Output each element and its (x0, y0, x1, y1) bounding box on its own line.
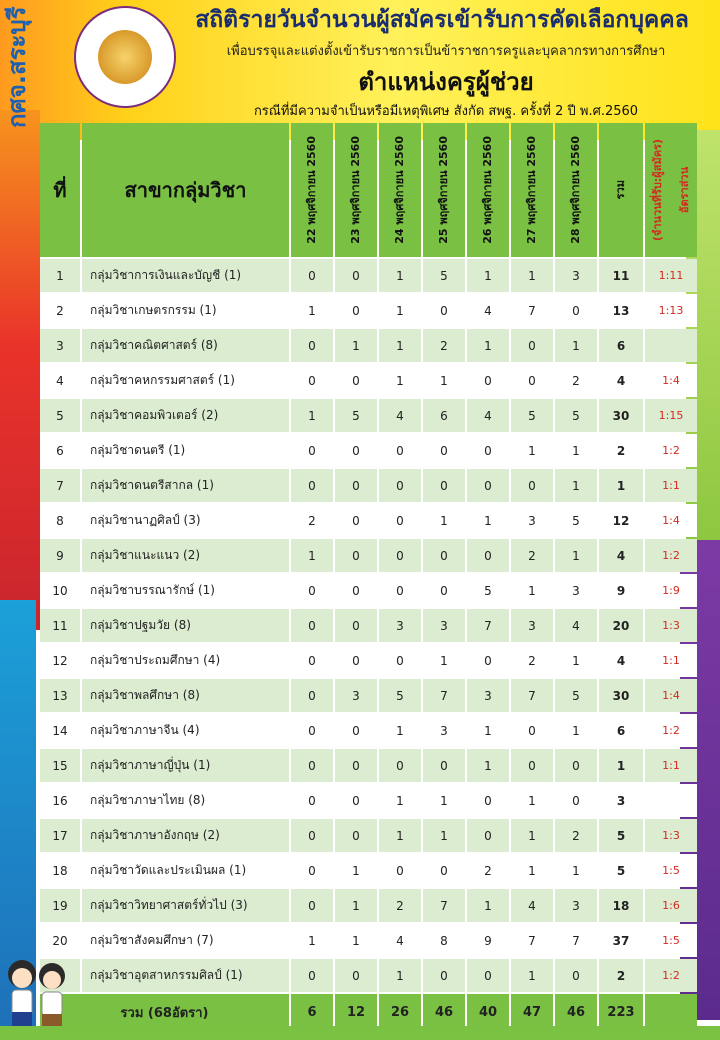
row-day-count: 0 (291, 329, 333, 362)
header-day-label: 25 พฤศจิกายน 2560 (437, 136, 450, 244)
row-day-count: 1 (511, 784, 553, 817)
table-row (40, 819, 697, 852)
row-day-count: 1 (379, 364, 421, 397)
row-ratio: 1:2 (645, 959, 697, 992)
row-total: 30 (599, 399, 643, 432)
table-row (40, 504, 697, 537)
row-day-count: 0 (467, 469, 509, 502)
row-day-count: 0 (335, 819, 377, 852)
row-subject: กลุ่มวิชาบรรณารักษ์ (1) (82, 574, 289, 607)
row-day-count: 1 (335, 889, 377, 922)
table-row (40, 959, 697, 992)
table-row (40, 259, 697, 292)
page-subtitle: เพื่อบรรจุและแต่งตั้งเข้ารับราชการเป็นข้าราชการครูและบุคลากรทางการศึกษา (226, 44, 666, 59)
row-day-count: 0 (335, 784, 377, 817)
row-day-count: 2 (291, 504, 333, 537)
row-ratio: 1:4 (645, 364, 697, 397)
row-day-count: 1 (423, 364, 465, 397)
table-row (40, 329, 697, 362)
row-day-count: 2 (379, 889, 421, 922)
row-day-count: 0 (335, 644, 377, 677)
row-subject: กลุ่มวิชาแนะแนว (2) (82, 539, 289, 572)
table-row (40, 574, 697, 607)
row-day-count: 0 (291, 574, 333, 607)
table-row (40, 889, 697, 922)
row-day-count: 1 (555, 469, 597, 502)
row-day-count: 5 (335, 399, 377, 432)
row-no: 19 (40, 889, 80, 922)
row-day-count: 0 (423, 854, 465, 887)
row-subject: กลุ่มวิชาอุตสาหกรรมศิลป์ (1) (82, 959, 289, 992)
table-row (40, 539, 697, 572)
row-day-count: 1 (555, 644, 597, 677)
row-day-count: 1 (467, 714, 509, 747)
row-ratio: 1:4 (645, 679, 697, 712)
row-day-count: 1 (555, 539, 597, 572)
row-ratio: 1:1 (645, 749, 697, 782)
header-day-label: 27 พฤศจิกายน 2560 (525, 136, 538, 244)
row-day-count: 3 (423, 714, 465, 747)
row-day-count: 0 (379, 504, 421, 537)
row-day-count: 7 (511, 294, 553, 327)
row-total: 2 (599, 959, 643, 992)
row-total: 11 (599, 259, 643, 292)
row-ratio: 1:2 (645, 434, 697, 467)
header-ratio-line1: อัตราส่วน (677, 166, 691, 214)
header-total-label: รวม (614, 180, 627, 200)
row-day-count: 1 (511, 854, 553, 887)
row-day-count: 0 (423, 294, 465, 327)
row-subject: กลุ่มวิชาวัดและประเมินผล (1) (82, 854, 289, 887)
row-total: 2 (599, 434, 643, 467)
row-day-count: 0 (335, 749, 377, 782)
row-day-count: 4 (511, 889, 553, 922)
row-day-count: 0 (467, 959, 509, 992)
row-day-count: 0 (379, 469, 421, 502)
row-ratio: 1:15 (645, 399, 697, 432)
row-day-count: 0 (291, 854, 333, 887)
row-subject: กลุ่มวิชาการเงินและบัญชี (1) (82, 259, 289, 292)
row-day-count: 2 (511, 539, 553, 572)
row-subject: กลุ่มวิชาเกษตรกรรม (1) (82, 294, 289, 327)
row-day-count: 5 (555, 679, 597, 712)
summary-label: รวม (68อัตรา) (40, 994, 289, 1030)
row-no: 9 (40, 539, 80, 572)
summary-row (40, 994, 697, 1030)
row-day-count: 1 (423, 784, 465, 817)
row-day-count: 0 (335, 609, 377, 642)
row-day-count: 0 (335, 434, 377, 467)
header-day-label: 26 พฤศจิกายน 2560 (481, 136, 494, 244)
row-day-count: 0 (291, 959, 333, 992)
row-subject: กลุ่มวิชาภาษาอังกฤษ (2) (82, 819, 289, 852)
row-day-count: 1 (379, 714, 421, 747)
row-day-count: 0 (335, 959, 377, 992)
row-day-count: 0 (379, 574, 421, 607)
row-day-count: 0 (291, 784, 333, 817)
row-day-count: 5 (467, 574, 509, 607)
row-ratio: 1:4 (645, 504, 697, 537)
summary-day-count: 46 (423, 994, 465, 1030)
row-ratio: 1:1 (645, 644, 697, 677)
row-day-count: 0 (511, 329, 553, 362)
row-day-count: 2 (555, 819, 597, 852)
row-day-count: 1 (335, 329, 377, 362)
row-day-count: 1 (555, 714, 597, 747)
row-ratio: 1:1 (645, 469, 697, 502)
row-day-count: 1 (291, 399, 333, 432)
row-day-count: 0 (291, 714, 333, 747)
summary-day-count: 12 (335, 994, 377, 1030)
row-day-count: 0 (511, 749, 553, 782)
row-day-count: 0 (335, 469, 377, 502)
row-total: 3 (599, 784, 643, 817)
row-day-count: 0 (511, 364, 553, 397)
table-row (40, 854, 697, 887)
table-row (40, 784, 697, 817)
table-row (40, 294, 697, 327)
row-day-count: 1 (467, 259, 509, 292)
header-day (335, 123, 377, 257)
row-day-count: 0 (555, 294, 597, 327)
row-subject: กลุ่มวิชาภาษาไทย (8) (82, 784, 289, 817)
header-day-label: 24 พฤศจิกายน 2560 (393, 136, 406, 244)
office-logo-icon (74, 6, 176, 108)
row-day-count: 5 (555, 504, 597, 537)
row-total: 18 (599, 889, 643, 922)
row-day-count: 3 (423, 609, 465, 642)
row-ratio: 1:2 (645, 539, 697, 572)
row-day-count: 5 (379, 679, 421, 712)
row-no: 14 (40, 714, 80, 747)
row-subject: กลุ่มวิชาดนตรี (1) (82, 434, 289, 467)
row-day-count: 7 (511, 679, 553, 712)
row-total: 4 (599, 539, 643, 572)
row-day-count: 1 (511, 434, 553, 467)
stats-table (38, 121, 693, 1032)
header-no: ที่ (40, 123, 80, 257)
row-ratio: 1:9 (645, 574, 697, 607)
row-day-count: 0 (467, 539, 509, 572)
row-day-count: 0 (467, 819, 509, 852)
row-day-count: 1 (467, 329, 509, 362)
row-day-count: 8 (423, 924, 465, 957)
row-no: 11 (40, 609, 80, 642)
row-day-count: 1 (291, 294, 333, 327)
case-title: กรณีที่มีความจำเป็นหรือมีเหตุพิเศษ สังกัด สพฐ. ครั้งที่ 2 ปี พ.ศ.2560 (253, 104, 639, 119)
row-ratio: 1:11 (645, 259, 697, 292)
table-row (40, 469, 697, 502)
row-no: 12 (40, 644, 80, 677)
page-title: สถิติรายวันจำนวนผู้สมัครเข้ารับการคัดเลือกบุคคล (195, 7, 689, 33)
row-ratio (645, 329, 697, 362)
row-subject: กลุ่มวิชาภาษาจีน (4) (82, 714, 289, 747)
row-total: 30 (599, 679, 643, 712)
row-subject: กลุ่มวิชาวิทยาศาสตร์ทั่วไป (3) (82, 889, 289, 922)
table-row (40, 714, 697, 747)
row-ratio: 1:5 (645, 854, 697, 887)
row-total: 20 (599, 609, 643, 642)
row-total: 6 (599, 714, 643, 747)
row-no: 5 (40, 399, 80, 432)
row-day-count: 0 (291, 749, 333, 782)
row-day-count: 7 (423, 889, 465, 922)
left-decor-red (0, 110, 40, 630)
summary-day-count: 47 (511, 994, 553, 1030)
row-total: 37 (599, 924, 643, 957)
row-total: 13 (599, 294, 643, 327)
table-row (40, 644, 697, 677)
row-day-count: 5 (555, 399, 597, 432)
row-no: 18 (40, 854, 80, 887)
row-day-count: 0 (555, 959, 597, 992)
row-day-count: 3 (511, 609, 553, 642)
row-total: 4 (599, 364, 643, 397)
row-day-count: 0 (335, 259, 377, 292)
row-day-count: 3 (555, 259, 597, 292)
row-total: 5 (599, 819, 643, 852)
header-subject: สาขากลุ่มวิชา (82, 123, 289, 257)
row-subject: กลุ่มวิชาคหกรรมศาสตร์ (1) (82, 364, 289, 397)
row-day-count: 7 (511, 924, 553, 957)
row-ratio: 1:3 (645, 609, 697, 642)
row-day-count: 0 (423, 574, 465, 607)
row-ratio: 1:2 (645, 714, 697, 747)
row-no: 6 (40, 434, 80, 467)
row-day-count: 5 (423, 259, 465, 292)
row-subject: กลุ่มวิชาภาษาญี่ปุ่น (1) (82, 749, 289, 782)
row-day-count: 1 (379, 294, 421, 327)
row-day-count: 0 (335, 714, 377, 747)
row-day-count: 1 (467, 504, 509, 537)
row-day-count: 1 (511, 819, 553, 852)
row-day-count: 0 (467, 364, 509, 397)
row-day-count: 0 (335, 504, 377, 537)
summary-day-count: 46 (555, 994, 597, 1030)
row-total: 6 (599, 329, 643, 362)
row-day-count: 1 (335, 854, 377, 887)
row-no: 10 (40, 574, 80, 607)
row-no: 7 (40, 469, 80, 502)
header-day (291, 123, 333, 257)
row-day-count: 0 (423, 434, 465, 467)
row-day-count: 0 (423, 539, 465, 572)
header-day (379, 123, 421, 257)
row-day-count: 1 (379, 259, 421, 292)
row-day-count: 3 (467, 679, 509, 712)
row-no: 8 (40, 504, 80, 537)
row-day-count: 0 (291, 679, 333, 712)
row-day-count: 1 (555, 854, 597, 887)
table-row (40, 924, 697, 957)
row-day-count: 1 (511, 259, 553, 292)
header-day (511, 123, 553, 257)
table-row (40, 399, 697, 432)
row-day-count: 0 (379, 749, 421, 782)
summary-day-count: 40 (467, 994, 509, 1030)
row-day-count: 0 (379, 539, 421, 572)
row-day-count: 6 (423, 399, 465, 432)
row-day-count: 0 (423, 749, 465, 782)
row-day-count: 0 (379, 434, 421, 467)
row-day-count: 0 (291, 889, 333, 922)
row-no: 4 (40, 364, 80, 397)
row-day-count: 0 (511, 469, 553, 502)
row-day-count: 1 (379, 329, 421, 362)
row-day-count: 1 (379, 784, 421, 817)
row-day-count: 3 (555, 889, 597, 922)
row-day-count: 0 (467, 644, 509, 677)
row-day-count: 1 (555, 329, 597, 362)
row-day-count: 1 (511, 959, 553, 992)
row-day-count: 0 (379, 854, 421, 887)
summary-ratio (645, 994, 697, 1030)
row-day-count: 1 (291, 539, 333, 572)
table-header-row (40, 123, 697, 257)
row-day-count: 7 (555, 924, 597, 957)
header-day (423, 123, 465, 257)
row-no: 1 (40, 259, 80, 292)
row-day-count: 9 (467, 924, 509, 957)
row-day-count: 3 (379, 609, 421, 642)
row-day-count: 4 (379, 399, 421, 432)
row-total: 1 (599, 749, 643, 782)
row-day-count: 1 (467, 889, 509, 922)
row-day-count: 0 (291, 259, 333, 292)
row-no: 20 (40, 924, 80, 957)
row-day-count: 4 (555, 609, 597, 642)
table-row (40, 609, 697, 642)
row-ratio: 1:6 (645, 889, 697, 922)
row-day-count: 0 (291, 469, 333, 502)
row-total: 1 (599, 469, 643, 502)
row-day-count: 0 (291, 644, 333, 677)
row-day-count: 7 (423, 679, 465, 712)
header-day (555, 123, 597, 257)
position-title: ตำแหน่งครูผู้ช่วย (358, 68, 534, 96)
row-subject: กลุ่มวิชาสังคมศึกษา (7) (82, 924, 289, 957)
row-total: 12 (599, 504, 643, 537)
row-day-count: 1 (291, 924, 333, 957)
row-day-count: 0 (335, 364, 377, 397)
row-day-count: 1 (423, 644, 465, 677)
row-day-count: 0 (291, 819, 333, 852)
summary-day-count: 26 (379, 994, 421, 1030)
row-no: 16 (40, 784, 80, 817)
row-ratio: 1:3 (645, 819, 697, 852)
header-ratio-line2: (จำนวนที่รับ:ผู้สมัคร) (651, 138, 665, 242)
row-ratio: 1:13 (645, 294, 697, 327)
row-day-count: 0 (423, 959, 465, 992)
summary-day-count: 6 (291, 994, 333, 1030)
row-subject: กลุ่มวิชาประถมศึกษา (4) (82, 644, 289, 677)
row-day-count: 0 (335, 539, 377, 572)
row-day-count: 1 (467, 749, 509, 782)
row-day-count: 3 (335, 679, 377, 712)
header-day (467, 123, 509, 257)
header-day-label: 22 พฤศจิกายน 2560 (305, 136, 318, 244)
row-day-count: 1 (335, 924, 377, 957)
row-day-count: 0 (379, 644, 421, 677)
row-no: 13 (40, 679, 80, 712)
header-total (599, 123, 643, 257)
row-day-count: 7 (467, 609, 509, 642)
row-ratio (645, 784, 697, 817)
row-day-count: 0 (335, 294, 377, 327)
row-day-count: 2 (511, 644, 553, 677)
children-illustration-icon (2, 952, 74, 1038)
side-tag: กศจ.สระบุรี (3, 6, 31, 129)
row-day-count: 1 (511, 574, 553, 607)
row-day-count: 2 (423, 329, 465, 362)
row-day-count: 4 (467, 294, 509, 327)
row-subject: กลุ่มวิชาพลศึกษา (8) (82, 679, 289, 712)
table-row (40, 434, 697, 467)
row-day-count: 0 (291, 364, 333, 397)
row-day-count: 1 (379, 819, 421, 852)
row-no: 2 (40, 294, 80, 327)
row-no: 15 (40, 749, 80, 782)
row-day-count: 3 (511, 504, 553, 537)
header-day-label: 23 พฤศจิกายน 2560 (349, 136, 362, 244)
row-day-count: 0 (467, 784, 509, 817)
logo-emblem (98, 30, 152, 84)
row-total: 4 (599, 644, 643, 677)
row-day-count: 0 (467, 434, 509, 467)
table-row (40, 749, 697, 782)
table-row (40, 364, 697, 397)
row-day-count: 1 (423, 504, 465, 537)
row-day-count: 5 (511, 399, 553, 432)
row-subject: กลุ่มวิชาคณิตศาสตร์ (8) (82, 329, 289, 362)
row-day-count: 4 (379, 924, 421, 957)
row-day-count: 0 (291, 434, 333, 467)
row-day-count: 3 (555, 574, 597, 607)
row-day-count: 0 (555, 784, 597, 817)
row-total: 5 (599, 854, 643, 887)
row-day-count: 1 (555, 434, 597, 467)
header-day-label: 28 พฤศจิกายน 2560 (569, 136, 582, 244)
row-day-count: 0 (555, 749, 597, 782)
header-ratio (645, 123, 697, 257)
row-day-count: 0 (423, 469, 465, 502)
row-total: 9 (599, 574, 643, 607)
row-day-count: 0 (335, 574, 377, 607)
row-day-count: 1 (379, 959, 421, 992)
summary-total: 223 (599, 994, 643, 1030)
row-day-count: 0 (291, 609, 333, 642)
row-no: 17 (40, 819, 80, 852)
row-ratio: 1:5 (645, 924, 697, 957)
row-day-count: 1 (423, 819, 465, 852)
row-day-count: 2 (555, 364, 597, 397)
row-subject: กลุ่มวิชาปฐมวัย (8) (82, 609, 289, 642)
row-subject: กลุ่มวิชาดนตรีสากล (1) (82, 469, 289, 502)
table-row (40, 679, 697, 712)
row-subject: กลุ่มวิชานาฏศิลป์ (3) (82, 504, 289, 537)
row-subject: กลุ่มวิชาคอมพิวเตอร์ (2) (82, 399, 289, 432)
row-day-count: 0 (511, 714, 553, 747)
row-day-count: 2 (467, 854, 509, 887)
row-day-count: 4 (467, 399, 509, 432)
row-no: 3 (40, 329, 80, 362)
